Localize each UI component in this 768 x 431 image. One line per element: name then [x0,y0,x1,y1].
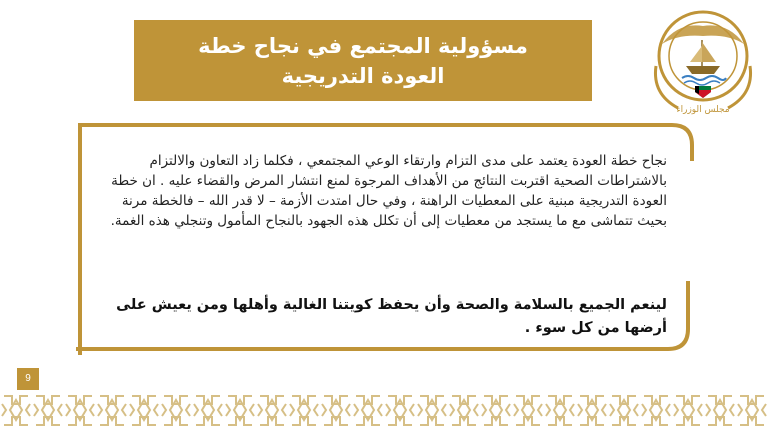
kuwait-emblem-logo [648,4,758,116]
slide-title-line-2: العودة التدريجية [281,63,445,88]
page-number: 9 [17,368,39,390]
closing-paragraph: لينعم الجميع بالسلامة والصحة وأن يحفظ كويتنا الغالية وأهلها ومن يعيش على أرضها من كل سوء . [116,297,667,336]
title-banner [134,20,592,101]
body-paragraph: نجاح خطة العودة يعتمد على مدى التزام وارتقاء الوعي المجتمعي ، فكلما زاد التعاون والالتزام بالاشتراطات الصحية اقتربت النتائج من الأهداف المرجوة لمنع انتشار المرض والقضاء عليه . ان خطة العودة التدريجية مبنية على المعطيات الراهنة ، وفي حال امتدت الأزمة – لا قدر الله – فالخطة مرنة بحيث تتماشى مع ما يستجد من معطيات إلى أن تكلل هذه الجهود بالنجاح المأمول وتنجلي هذه الغمة. [110,153,667,229]
slide-title-line-1: مسؤولية المجتمع في نجاح خطة [198,33,528,58]
decorative-footer-pattern [0,390,768,431]
logo-bottom-text: مجلس الوزراء [676,105,730,115]
